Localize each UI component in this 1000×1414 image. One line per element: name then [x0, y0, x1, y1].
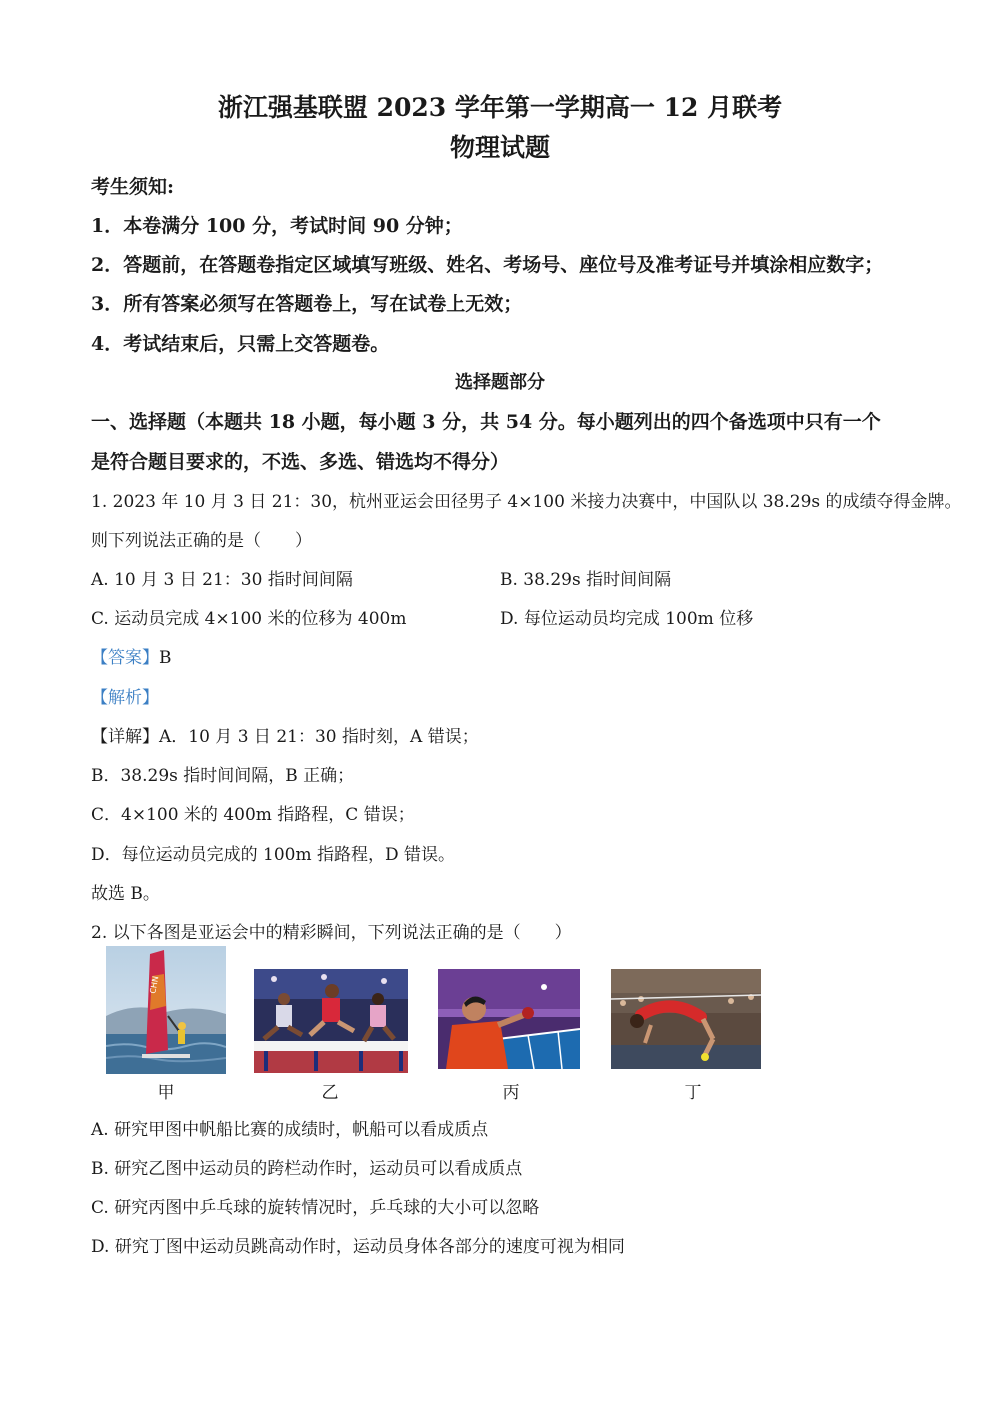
q2-option-a: A. 研究甲图中帆船比赛的成绩时，帆船可以看成质点: [91, 1120, 489, 1140]
detail-line: B．38.29s 指时间间隔，B 正确；: [91, 766, 355, 786]
photo-hurdles: [254, 969, 408, 1073]
q1-stem: 则下列说法正确的是（ ）: [91, 531, 312, 551]
caption-bing: 丙: [502, 1083, 520, 1103]
windsurfing-image: [106, 946, 226, 1074]
caption-yi: 乙: [321, 1083, 339, 1103]
detail-line: 故选 B。: [91, 884, 160, 904]
q1-option-a: A. 10 月 3 日 21：30 指时间间隔: [91, 570, 353, 590]
photo-windsurfing: [106, 946, 226, 1074]
q1-option-b: B. 38.29s 指时间间隔: [500, 570, 672, 590]
section-instructions: 一、选择题（本题共 18 小题，每小题 3 分，共 54 分。每小题列出的四个备选项中只有一个: [91, 411, 881, 433]
detail-line: C．4×100 米的 400m 指路程，C 错误；: [91, 805, 415, 825]
detail-line: D．每位运动员完成的 100m 指路程，D 错误。: [91, 845, 456, 865]
section-instructions: 是符合题目要求的，不选、多选、错选均不得分）: [91, 451, 510, 473]
analysis-label: 【解析】: [91, 688, 159, 708]
q2-option-b: B. 研究乙图中运动员的跨栏动作时，运动员可以看成质点: [91, 1159, 523, 1179]
detail-line: A．10 月 3 日 21：30 指时刻，A 错误；: [159, 727, 479, 747]
notice-item: 1．本卷满分 100 分，考试时间 90 分钟；: [91, 215, 463, 237]
q1-option-c: C. 运动员完成 4×100 米的位移为 400m: [91, 609, 407, 629]
q1-option-d: D. 每位运动员均完成 100m 位移: [500, 609, 754, 629]
notice-heading: 考生须知:: [91, 176, 175, 198]
photo-high-jump: [611, 969, 761, 1069]
notice-item: 2．答题前，在答题卷指定区域填写班级、姓名、考场号、座位号及准考证号并填涂相应数字；: [91, 254, 884, 276]
sail-text: CHN: [148, 975, 161, 995]
answer-label: 【答案】: [91, 648, 159, 668]
page-subtitle: 物理试题: [449, 133, 550, 162]
photo-table-tennis: [438, 969, 580, 1069]
detail-label: 【详解】: [91, 727, 159, 747]
q1-stem: 1. 2023 年 10 月 3 日 21：30，杭州亚运会田径男子 4×100 米接力决赛中，中国队以 38.29s 的成绩夺得金牌。: [91, 492, 962, 512]
hurdles-image: [254, 969, 408, 1073]
q2-stem: 2. 以下各图是亚运会中的精彩瞬间，下列说法正确的是（ ）: [91, 923, 572, 943]
page-title: 浙江强基联盟 2023 学年第一学期高一 12 月联考: [217, 93, 783, 122]
notice-item: 3．所有答案必须写在答题卷上，写在试卷上无效；: [91, 293, 523, 315]
notice-item: 4．考试结束后，只需上交答题卷。: [91, 333, 390, 355]
q2-option-d: D. 研究丁图中运动员跳高动作时，运动员身体各部分的速度可视为相同: [91, 1237, 625, 1257]
high-jump-image: [611, 969, 761, 1069]
q2-option-c: C. 研究丙图中乒乓球的旋转情况时，乒乓球的大小可以忽略: [91, 1198, 540, 1218]
section-title: 选择题部分: [455, 372, 545, 393]
table-tennis-image: [438, 969, 580, 1069]
answer-value: B: [159, 648, 172, 668]
caption-ding: 丁: [684, 1083, 702, 1103]
q1-detail: [91, 722, 479, 747]
caption-jia: 甲: [157, 1083, 175, 1103]
q1-answer: [91, 643, 172, 668]
